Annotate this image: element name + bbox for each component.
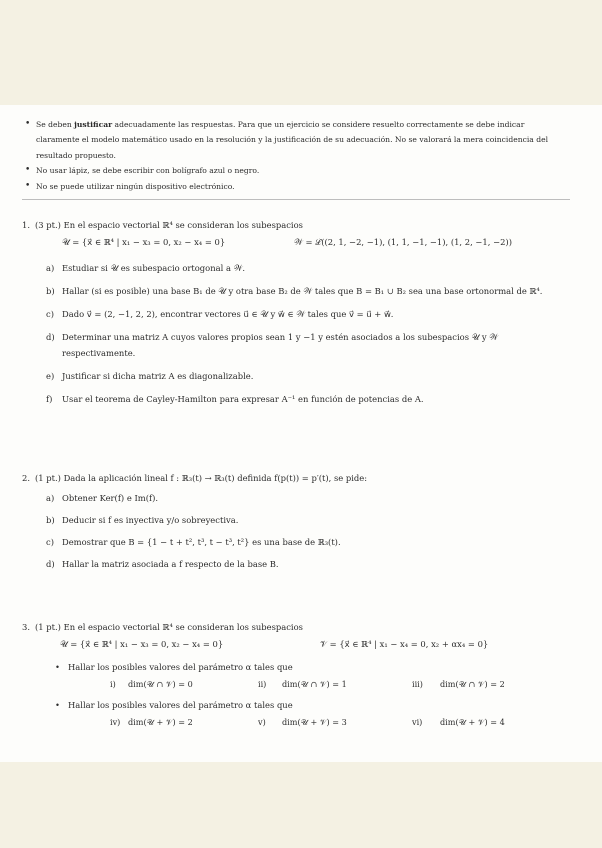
exercise-2 bbox=[22, 472, 572, 572]
list-item: a) Obtener Ker(f) e Im(f). bbox=[46, 493, 159, 503]
dimension-conditions: i) dim(𝒰 ∩ 𝒱) = 0 ii) dim(𝒰 ∩ 𝒱) = 1 iii) dim(𝒰 ∩ 𝒱) = 2 bbox=[110, 679, 505, 689]
bottom-margin bbox=[0, 762, 602, 848]
list-item: b) Hallar (si es posible) una base B₁ de 𝒰 y otra base B₂ de 𝒲 tales que B = B₁ ∪ B₂ sea una base ortonormal de ℝ⁴. bbox=[46, 286, 543, 296]
subspace-definitions bbox=[22, 633, 572, 657]
subspace-u: 𝒰 = {x⃗ ∈ ℝ⁴ | x₁ − x₃ = 0, x₂ − x₄ = 0} bbox=[62, 237, 226, 247]
exam-page bbox=[0, 105, 602, 762]
top-margin bbox=[0, 0, 602, 105]
instruction-item: • No usar lápiz, se debe escribir con bolígrafo azul o negro. bbox=[22, 163, 570, 178]
subspace-w: 𝒲 = ℒ((2, 1, −2, −1), (1, 1, −1, −1), (1, 2, −1, −2)) bbox=[294, 237, 512, 247]
list-item: d) Hallar la matriz asociada a f respecto de la base B. bbox=[46, 559, 279, 569]
subspace-u: 𝒰 = {x⃗ ∈ ℝ⁴ | x₁ − x₃ = 0, x₂ − x₄ = 0} bbox=[60, 639, 224, 649]
list-item: b) Deducir si f es inyectiva y/o sobreyectiva. bbox=[46, 515, 239, 525]
exercise-items bbox=[22, 260, 572, 407]
bold-keyword: justificar bbox=[74, 120, 113, 129]
list-item: a) Estudiar si 𝒰 es subespacio ortogonal a 𝒲. bbox=[46, 263, 246, 273]
exercise-3 bbox=[22, 621, 572, 735]
exercise-1 bbox=[22, 219, 572, 407]
exercise-title: 2. (1 pt.) Dada la aplicación lineal f : ℝ₃(t) → ℝ₃(t) definida f(p(t)) = p′(t), se pide: bbox=[22, 473, 368, 483]
instruction-item: • Se deben justificar adecuadamente las respuestas. Para que un ejercicio se considere resuelto correctamente se debe indicar claramente el modelo matemático usado en la resolución y la justificación de su adecuación. No se valorará la mera coincidencia del resultado propuesto. bbox=[22, 117, 570, 163]
list-item: • Hallar los posibles valores del parámetro α tales que bbox=[22, 697, 572, 713]
exercise-number: 1. bbox=[22, 220, 30, 230]
list-item: c) Dado v⃗ = (2, −1, 2, 2), encontrar vectores u⃗ ∈ 𝒰 y w⃗ ∈ 𝒲 tales que v⃗ = u⃗ + w⃗. bbox=[46, 309, 394, 319]
list-item: • Hallar los posibles valores del parámetro α tales que bbox=[22, 659, 572, 675]
list-item: e) Justificar si dicha matriz A es diagonalizable. bbox=[46, 371, 254, 381]
dimension-conditions: iv) dim(𝒰 + 𝒱) = 2 v) dim(𝒰 + 𝒱) = 3 vi) dim(𝒰 + 𝒱) = 4 bbox=[110, 717, 505, 727]
exercise-title: 1. (3 pt.) En el espacio vectorial ℝ⁴ se consideran los subespacios bbox=[22, 220, 303, 230]
instructions bbox=[22, 117, 570, 194]
exercise-title: 3. (1 pt.) En el espacio vectorial ℝ⁴ se consideran los subespacios bbox=[22, 622, 303, 632]
subspace-v: 𝒱 = {x⃗ ∈ ℝ⁴ | x₁ − x₄ = 0, x₂ + αx₄ = 0} bbox=[320, 639, 489, 649]
subspace-definitions bbox=[22, 231, 572, 255]
divider bbox=[22, 199, 570, 200]
list-item: c) Demostrar que B = {1 − t + t², t³, t − t³, t²} es una base de ℝ₃(t). bbox=[46, 537, 341, 547]
parameter-questions bbox=[22, 659, 572, 675]
parameter-questions bbox=[22, 697, 572, 713]
list-item: f) Usar el teorema de Cayley-Hamilton para expresar A⁻¹ en función de potencias de A. bbox=[46, 394, 424, 404]
instruction-item: • No se puede utilizar ningún dispositivo electrónico. bbox=[22, 179, 570, 194]
exercise-items bbox=[22, 490, 572, 572]
exercise-number: 2. bbox=[22, 473, 30, 483]
exercise-number: 3. bbox=[22, 622, 30, 632]
list-item: d) Determinar una matriz A cuyos valores propios sean 1 y −1 y estén asociados a los subespacios 𝒰 y 𝒲 respectivamente. bbox=[46, 332, 499, 358]
